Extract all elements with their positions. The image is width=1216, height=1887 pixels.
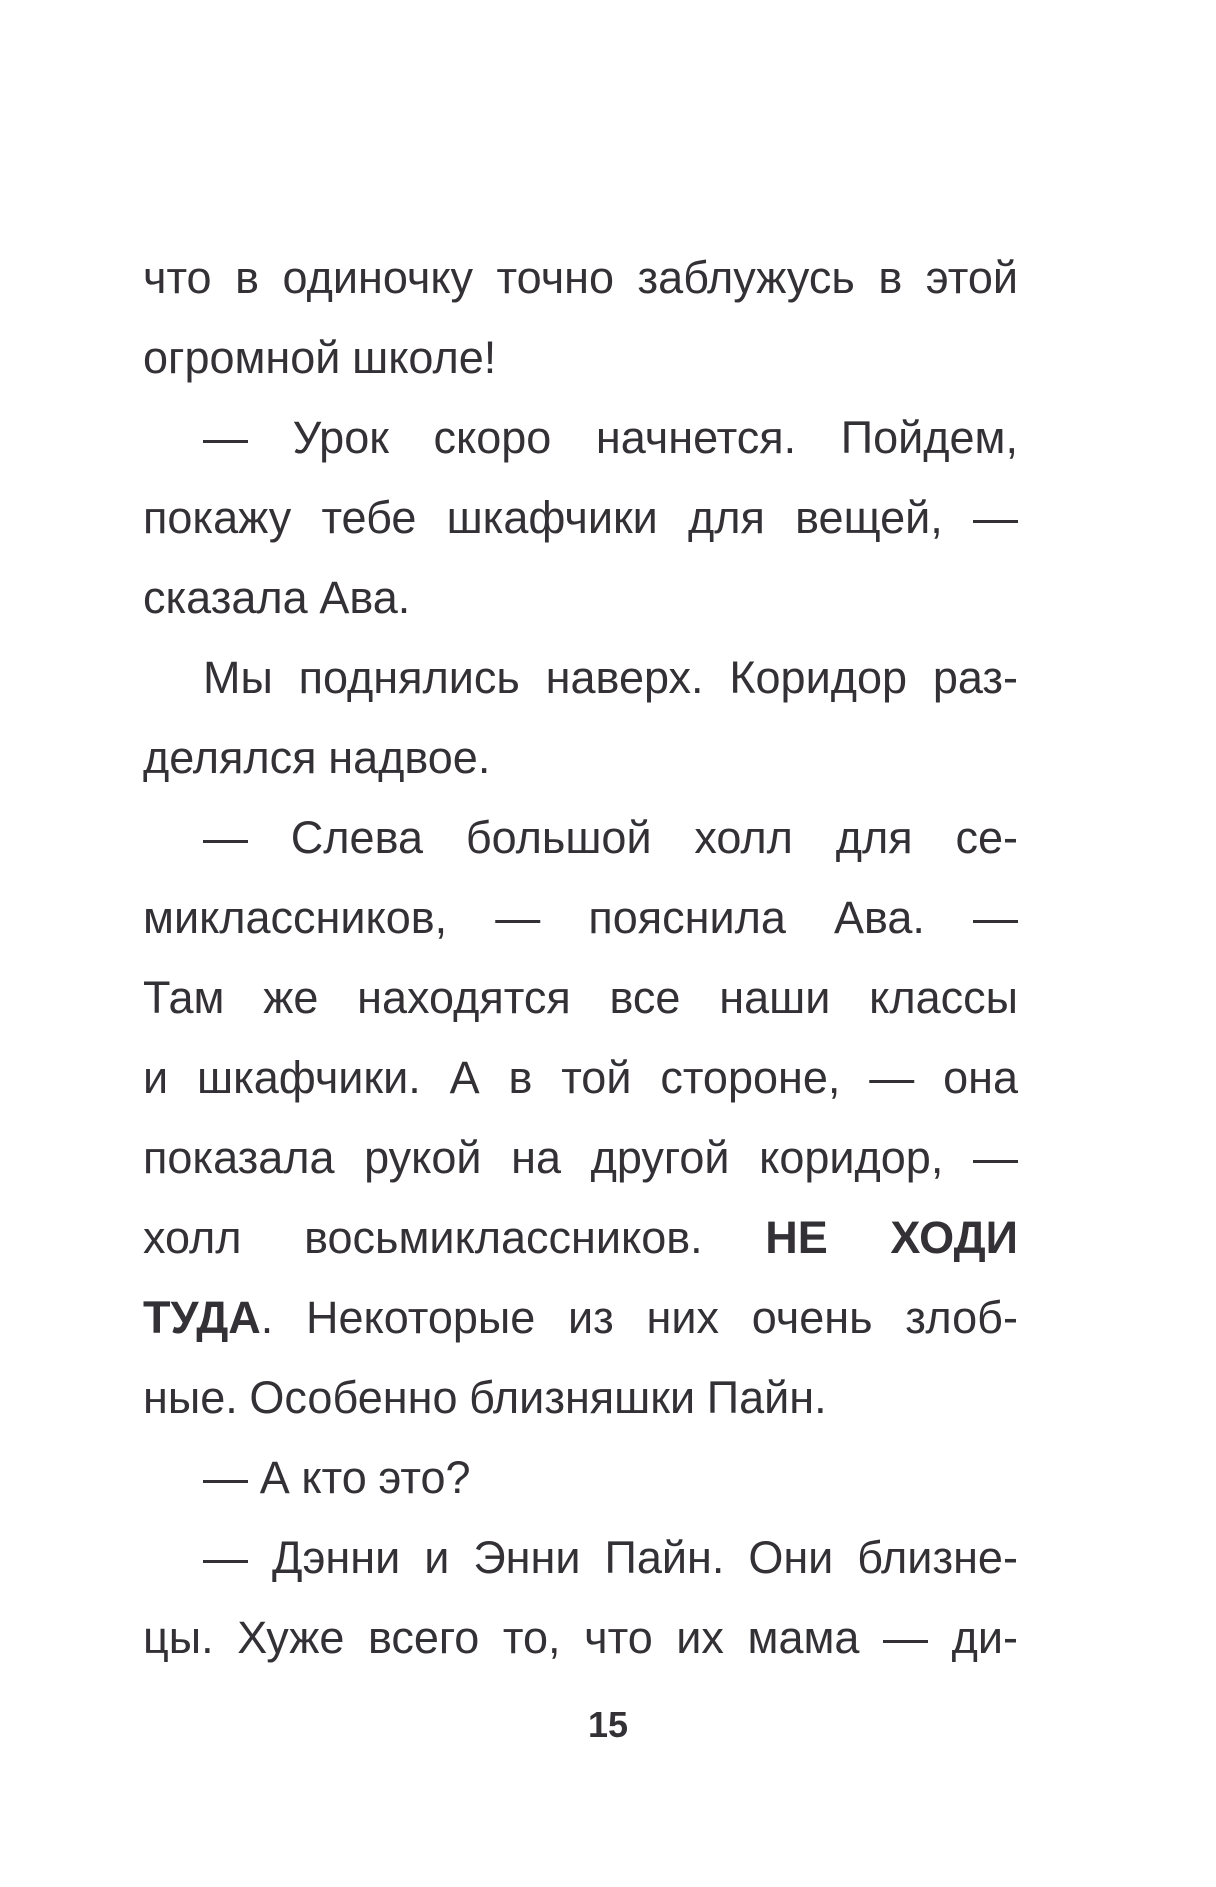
word: близняшки (469, 1372, 696, 1423)
word: она (943, 1052, 1018, 1103)
word: наши (719, 972, 831, 1023)
text-line (143, 1038, 1018, 1118)
word: и (424, 1532, 450, 1583)
word: А (259, 1452, 290, 1503)
word: очень (751, 1292, 873, 1343)
word: Ава. (833, 892, 925, 943)
word: для (835, 812, 913, 863)
word: холл (694, 812, 793, 863)
word: Урок (292, 412, 389, 463)
word: — (203, 1532, 248, 1583)
word: холл (143, 1212, 242, 1263)
text-line (143, 1518, 1018, 1598)
word: злоб- (905, 1292, 1018, 1343)
word: раз- (932, 652, 1018, 703)
word: школе! (352, 332, 497, 383)
text-line (143, 798, 1018, 878)
text-line (143, 718, 1018, 798)
word: в (878, 252, 903, 303)
word: них (646, 1292, 720, 1343)
text-line (143, 878, 1018, 958)
word: ХОДИ (890, 1212, 1018, 1263)
word: же (263, 972, 319, 1023)
word: А (449, 1052, 480, 1103)
word: кто (301, 1452, 367, 1503)
word: Пайн. (604, 1532, 725, 1583)
word: ные. (143, 1372, 238, 1423)
word: точно (496, 252, 615, 303)
word: Пойдем, (840, 412, 1018, 463)
word: Ава. (319, 572, 411, 623)
word: вещей, (795, 492, 943, 543)
text-line (143, 318, 1018, 398)
word: и (143, 1052, 169, 1103)
word: огромной (143, 332, 341, 383)
word: Некоторые (306, 1292, 536, 1343)
text-line (143, 558, 1018, 638)
word: рукой (364, 1132, 482, 1183)
word: делялся (143, 732, 317, 783)
word: коридор, (759, 1132, 944, 1183)
word: — (869, 1052, 915, 1103)
word: се- (955, 812, 1018, 863)
word: в (235, 252, 260, 303)
word: — (883, 1612, 929, 1663)
word: что (584, 1612, 653, 1663)
word: скоро (433, 412, 552, 463)
word: Особенно (249, 1372, 458, 1423)
word: покажу (143, 492, 292, 543)
page-number: 15 (587, 1704, 629, 1745)
word: Энни (473, 1532, 581, 1583)
word: НЕ (765, 1212, 828, 1263)
text-line (143, 398, 1018, 478)
word: показала (143, 1132, 335, 1183)
word: их (676, 1612, 724, 1663)
word: другой (590, 1132, 730, 1183)
word: одиночку (282, 252, 474, 303)
text-line (143, 1358, 1018, 1438)
text-line (143, 1278, 1018, 1358)
word: на (511, 1132, 562, 1183)
word: это? (378, 1452, 471, 1503)
body-text (143, 238, 1018, 1678)
word: — (203, 1452, 248, 1503)
word: тебе (321, 492, 417, 543)
word: цы. (143, 1612, 214, 1663)
word: Коридор (729, 652, 908, 703)
text-line (143, 1118, 1018, 1198)
word: шкафчики. (196, 1052, 421, 1103)
word: сказала (143, 572, 308, 623)
word: — (973, 492, 1018, 543)
text-line (143, 1438, 1018, 1518)
word: Пайн. (706, 1372, 827, 1423)
word: классы (869, 972, 1018, 1023)
word: близне- (857, 1532, 1018, 1583)
word: стороне, (660, 1052, 841, 1103)
word: что (143, 252, 212, 303)
word: поднялись (298, 652, 520, 703)
word: Слева (290, 812, 424, 863)
word: ди- (951, 1612, 1018, 1663)
word: миклассников, (143, 892, 448, 943)
word: — (203, 412, 248, 463)
word: в (508, 1052, 533, 1103)
word: находятся (357, 972, 571, 1023)
word: все (609, 972, 681, 1023)
word: из (568, 1292, 614, 1343)
word: — (972, 1132, 1018, 1183)
word: всего (367, 1612, 480, 1663)
word: — (203, 812, 248, 863)
text-line (143, 478, 1018, 558)
word: начнется. (595, 412, 797, 463)
word: наверх. (545, 652, 704, 703)
word: Там (143, 972, 225, 1023)
word: надвое. (328, 732, 491, 783)
word: — (972, 892, 1018, 943)
text-line (143, 958, 1018, 1038)
text-line (143, 1598, 1018, 1678)
word: Мы (203, 652, 273, 703)
word: Хуже (237, 1612, 345, 1663)
word: Они (748, 1532, 834, 1583)
word: большой (465, 812, 652, 863)
word: этой (925, 252, 1018, 303)
word: для (688, 492, 765, 543)
word: ТУДА. (143, 1292, 274, 1343)
word: то, (502, 1612, 561, 1663)
word: заблужусь (637, 252, 855, 303)
word: пояснила (588, 892, 786, 943)
word: — (495, 892, 541, 943)
word: шкафчики (446, 492, 658, 543)
word: той (561, 1052, 632, 1103)
word: мама (747, 1612, 860, 1663)
text-line (143, 238, 1018, 318)
text-line (143, 1198, 1018, 1278)
text-line (143, 638, 1018, 718)
word: Дэнни (271, 1532, 401, 1583)
word: восьмиклассников. (304, 1212, 703, 1263)
